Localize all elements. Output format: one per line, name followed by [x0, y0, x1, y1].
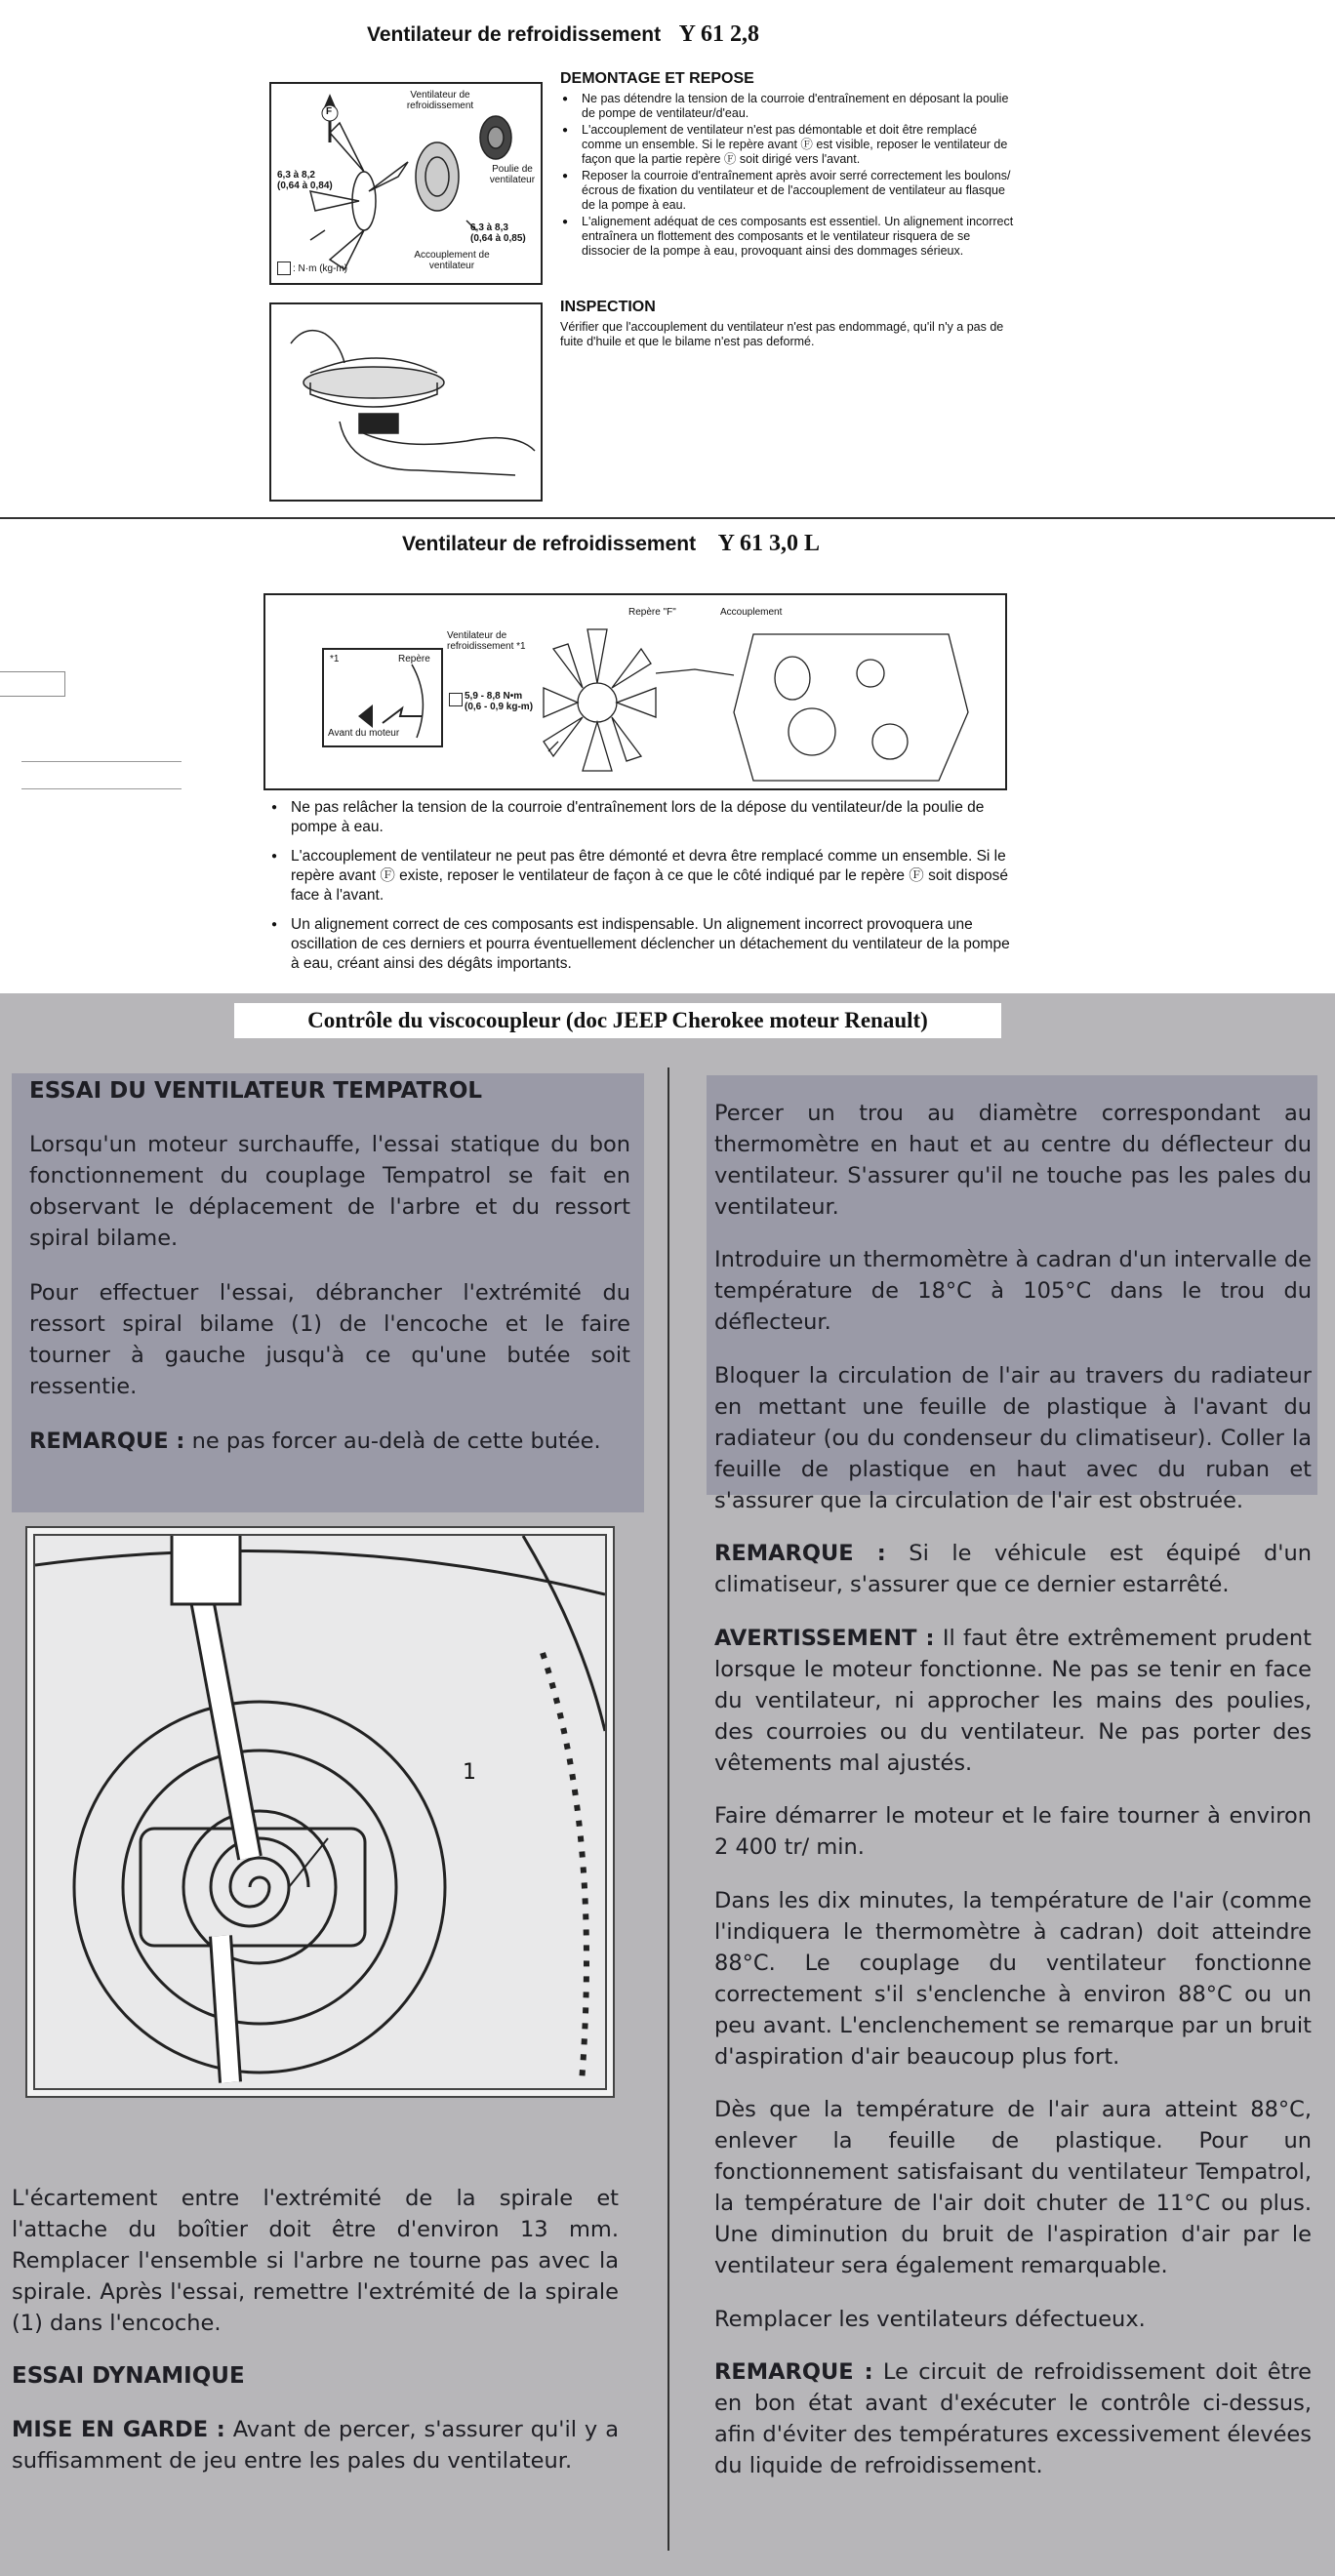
f-mark-label: F	[326, 106, 333, 117]
fan-exploded-figure	[269, 82, 543, 285]
hand-inspection-drawing	[271, 304, 541, 500]
demontage-heading: DEMONTAGE ET REPOSE	[560, 70, 754, 87]
left-column-top	[29, 1073, 630, 1479]
mise-en-garde-text: Avant de percer, s'assurer qu'il y a suffisamment de jeu entre les pales du ventilateur.	[12, 2417, 619, 2474]
right-p3: Bloquer la circulation de l'air au travers du radiateur en mettant une feuille de plastique à l'avant du radiateur (ou du condenseur du climatiseur). Coller la feuille de plastique en haut avec du ruban et s'assurer que la circulation de l'air est obstruée.	[714, 1362, 1312, 1513]
inset-repere-label: Repère	[398, 654, 430, 664]
banner	[234, 1003, 1001, 1038]
banner-text: Contrôle du viscocoupleur (doc JEEP Cherokee moteur Renault)	[307, 1008, 928, 1032]
torque1-label	[277, 170, 333, 191]
demontage-item: ● L'accouplement de ventilateur n'est pas démontable et doit être remplacé comme un ensemble. Si le repère avant Ⓕ est visible, reposer le ventilateur de façon que la partie repère Ⓕ soit dirigé vers l'avant.	[582, 123, 1015, 167]
mise-en-garde-label: MISE EN GARDE :	[12, 2417, 225, 2442]
right-remarque2-label: REMARQUE :	[714, 2359, 873, 2385]
right-p6: Dès que la température de l'air aura atteint 88°C, enlever la feuille de plastique. Pour un fonctionnement satisfaisant du ventilateur Tempatrol, la température de l'air doit chuter de 11°C ou plus. Une diminution du bruit de l'aspiration d'air par le ventilateur sera également remarquable.	[714, 2097, 1312, 2278]
demontage-item: ● L'alignement adéquat de ces composants est essentiel. Un alignement incorrect entraînera un flottement des composants et le ventilateur risquera de se dissocier de la pompe à eau, provoquant ainsi des dommages sérieux.	[582, 215, 1015, 259]
inset-star-label: *1	[330, 654, 340, 664]
torque2-label	[470, 222, 526, 244]
demontage-item: ● Reposer la courroie d'entraînement après avoir serré correctement les boulons/écrous de fixation du ventilateur et de l'accouplement de ventilateur au flasque de la pompe à eau.	[582, 169, 1015, 213]
margin-box	[0, 671, 65, 697]
inspection-block	[560, 299, 1015, 349]
spring-figure-inner	[33, 1534, 607, 2090]
section1-header	[367, 21, 759, 48]
torque1-value: 6,3 à 8,2	[277, 170, 315, 181]
unit-label: : N·m (kg-m)	[293, 263, 348, 274]
right-remarque2-text: Le circuit de refroidissement doit être en bon état avant d'exécuter le contrôle ci-dessus, afin d'éviter des températures excessivement élevées du liquide de refroidissement.	[714, 2359, 1312, 2478]
engine-fan-drawing	[265, 595, 1005, 788]
right-p1: Percer un trou au diamètre correspondant au thermomètre en haut et au centre du déflecteur du ventilateur. S'assurer qu'il ne touche pas les pales du ventilateur.	[714, 1100, 1312, 1220]
demontage-list	[560, 92, 1015, 259]
wrench-icon	[277, 262, 291, 275]
margin-line	[21, 788, 182, 789]
tempatrol-p2: Pour effectuer l'essai, débrancher l'extrémité du ressort spiral bilame (1) de l'encoche et le faire tourner à gauche jusqu'à ce qu'une butée soit ressentie.	[29, 1280, 630, 1399]
margin-line	[21, 761, 182, 762]
inspection-heading: INSPECTION	[560, 299, 656, 315]
fan-3l-figure	[263, 593, 1007, 790]
demontage-item: ● Ne pas détendre la tension de la courroie d'entraînement en déposant la poulie de pompe de ventilateur/d'eau.	[582, 92, 1015, 121]
column-divider	[668, 1067, 669, 2551]
right-remarque1-label: REMARQUE :	[714, 1541, 886, 1566]
demontage-block	[560, 70, 1015, 261]
ecartement-text: L'écartement entre l'extrémité de la spirale et l'attache du boîtier doit être d'environ 13 mm. Remplacer l'ensemble si l'arbre ne tourne pas avec la spirale. Après l'essai, remettre l'extrémité de la spirale (1) dans l'encoche.	[12, 2185, 619, 2336]
inspection-figure	[269, 302, 543, 502]
accouplement-label: Accouplement	[720, 607, 783, 618]
section2-item: ● L'accouplement de ventilateur ne peut pas être démonté et devra être remplacé comme un ensemble. Si le repère avant Ⓕ existe, reposer le ventilateur de façon à ce que le côté indiqué par le repère Ⓕ soit disposé face à l'avant.	[291, 847, 1015, 906]
torque-3l-value: 5,9 - 8,8 N•m	[465, 691, 523, 702]
avertissement-text: Il faut être extrêmement prudent lorsque le moteur fonctionne. Ne pas se tenir en face du ventilateur, ni approcher les mains des poulies, des courroies ou du ventilateur. Ne pas porter des vêtements mal ajustés.	[714, 1625, 1312, 1776]
right-p5: Dans les dix minutes, la température de l'air (comme l'indiquera le thermomètre à cadran) doit atteindre 88°C. Le couplage du ventilateur fonctionne correctement s'il s'enclenche à environ 88°C ou un peu avant. L'enclenchement se remarque par un bruit d'aspiration d'air beaucoup plus fort.	[714, 1887, 1312, 2070]
torque2-value-kgm: (0,64 à 0,85)	[470, 233, 526, 244]
torque2-value: 6,3 à 8,3	[470, 222, 508, 233]
section2-bullets	[269, 798, 1015, 976]
torque1-value-kgm: (0,64 à 0,84)	[277, 181, 333, 191]
section2-title: Ventilateur de refroidissement	[402, 533, 697, 555]
tempatrol-p1: Lorsqu'un moteur surchauffe, l'essai statique du bon fonctionnement du couplage Tempatrol se fait en observant le déplacement de l'arbre et du ressort spiral bilame.	[29, 1132, 630, 1251]
margin-marks	[0, 667, 185, 794]
fan-label: Ventilateur de refroidissement *1	[447, 630, 526, 652]
avertissement-label: AVERTISSEMENT :	[714, 1625, 935, 1651]
section2-item: ● Un alignement correct de ces composants est indispensable. Un alignement incorrect provoquera une oscillation de ces derniers et pourra éventuellement déclencher un détachement du ventilateur de la pompe à eau, créant ainsi des dégâts importants.	[291, 915, 1015, 974]
mise-en-garde	[12, 2414, 619, 2476]
torque-3l-value-kgm: (0,6 - 0,9 kg-m)	[465, 702, 534, 712]
section2-list	[269, 798, 1015, 974]
right-remarque2	[714, 2356, 1312, 2481]
right-column	[714, 1075, 1312, 2504]
tempatrol-remarque	[29, 1426, 630, 1457]
bimetal-spring-drawing	[35, 1536, 605, 2088]
remarque-label: REMARQUE :	[29, 1429, 185, 1454]
repere-f-label: Repère "F"	[628, 607, 676, 618]
section2-item: ● Ne pas relâcher la tension de la courroie d'entraînement lors de la dépose du ventilateur/de la poulie de pompe à eau.	[291, 798, 1015, 837]
right-remarque1-text: Si le véhicule est équipé d'un climatiseur, s'assurer que ce dernier estarrêté.	[714, 1541, 1312, 1597]
section2-model: Y 61 3,0 L	[717, 531, 821, 556]
label-coupling: Accouplement de ventilateur	[414, 250, 490, 271]
right-p7: Remplacer les ventilateurs défectueux.	[714, 2306, 1146, 2332]
inset-avant-label: Avant du moteur	[328, 728, 400, 739]
section1-model: Y 61 2,8	[678, 21, 760, 47]
spring-figure-frame	[25, 1526, 615, 2098]
section1-title: Ventilateur de refroidissement	[367, 23, 662, 46]
tempatrol-heading: ESSAI DU VENTILATEUR TEMPATROL	[29, 1078, 483, 1104]
right-p4: Faire démarrer le moteur et le faire tourner à environ 2 400 tr/ min.	[714, 1803, 1312, 1860]
section-divider	[0, 517, 1335, 519]
essai-dynamique-heading: ESSAI DYNAMIQUE	[12, 2363, 245, 2389]
left-column-bottom	[12, 2160, 619, 2499]
avertissement	[714, 1623, 1312, 1779]
inspection-text: Vérifier que l'accouplement du ventilateur n'est pas endommagé, qu'il n'y a pas de fuite d'huile et que le bilame n'est pas deformé.	[560, 320, 1004, 348]
right-p2: Introduire un thermomètre à cadran d'un intervalle de température de 18°C à 105°C dans le trou du déflecteur.	[714, 1247, 1312, 1335]
label-fan: Ventilateur de refroidissement	[406, 90, 474, 111]
spring-callout-1: 1	[463, 1760, 476, 1785]
label-pulley: Poulie de ventilateur	[489, 164, 536, 185]
right-remarque1	[714, 1538, 1312, 1600]
section2-header	[402, 531, 820, 557]
remarque-text: ne pas forcer au-delà de cette butée.	[184, 1429, 601, 1454]
